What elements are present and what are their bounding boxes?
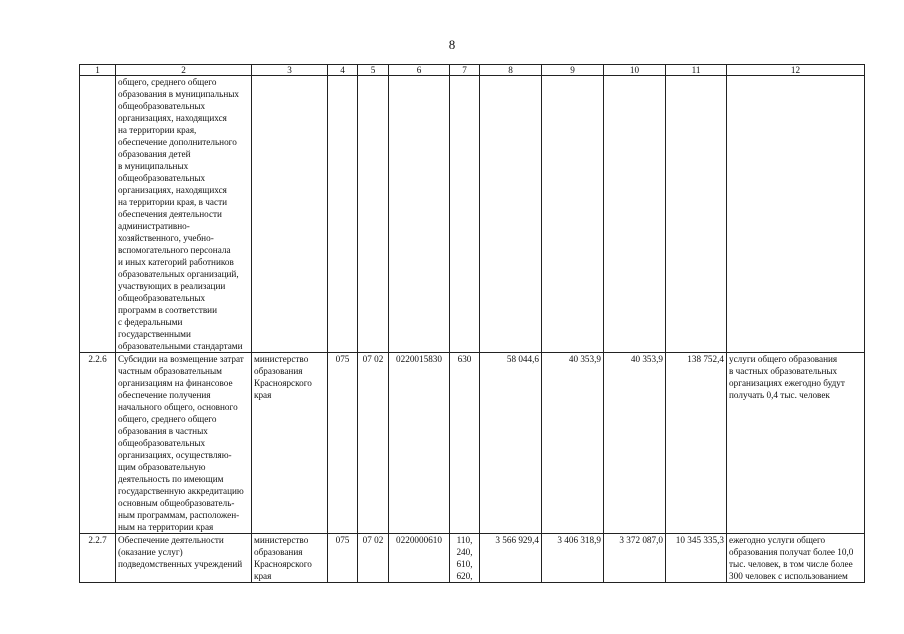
column-header: 10 <box>604 65 666 76</box>
target-code: 0220000610 <box>389 534 450 583</box>
grbs-code: 075 <box>328 534 358 583</box>
section-code <box>358 76 389 353</box>
amount-cell <box>542 76 604 353</box>
column-header: 3 <box>252 65 328 76</box>
total-cell: 138 752,4 <box>666 353 727 534</box>
section-code: 07 02 <box>358 534 389 583</box>
amount-cell <box>604 76 666 353</box>
column-header: 1 <box>80 65 116 76</box>
grbs-cell: министерство образования Красноярского края <box>252 534 328 583</box>
grbs-code <box>328 76 358 353</box>
measure-name: Обеспечение деятельности (оказание услуг) подведомственных учреждений <box>116 534 252 583</box>
table-row <box>80 534 865 583</box>
column-header: 5 <box>358 65 389 76</box>
row-number: 2.2.6 <box>80 353 116 534</box>
row-number: 2.2.7 <box>80 534 116 583</box>
expected-result: услуги общего образования в частных образовательных организациях ежегодно будут получать 0,4 тыс. человек <box>727 353 865 534</box>
section-code: 07 02 <box>358 353 389 534</box>
grbs-cell: министерство образования Красноярского края <box>252 353 328 534</box>
header-row <box>80 65 865 76</box>
amount-cell: 3 566 929,4 <box>480 534 542 583</box>
total-cell: 10 345 335,3 <box>666 534 727 583</box>
expected-result: ежегодно услуги общего образования получат более 10,0 тыс. человек, в том числе более 300 человек с использованием <box>727 534 865 583</box>
column-header: 4 <box>328 65 358 76</box>
column-header: 7 <box>450 65 480 76</box>
page-number: 8 <box>448 37 456 52</box>
target-code: 0220015830 <box>389 353 450 534</box>
amount-cell: 40 353,9 <box>542 353 604 534</box>
budget-table <box>79 64 865 583</box>
column-header: 12 <box>727 65 865 76</box>
table-row <box>80 353 865 534</box>
expense-type <box>450 76 480 353</box>
column-header: 9 <box>542 65 604 76</box>
amount-cell: 3 406 318,9 <box>542 534 604 583</box>
expense-type: 630 <box>450 353 480 534</box>
amount-cell: 58 044,6 <box>480 353 542 534</box>
target-code <box>389 76 450 353</box>
expense-type: 110, 240, 610, 620, <box>450 534 480 583</box>
measure-name: Субсидии на возмещение затрат частным образовательным организациям на финансовое обеспечение получения начального общего, основного общего, среднего общего образования в частных общеобразовательных организациях, осуществляю- щим образовательную деятельность по имеющим государственную аккредитацию основным общеобразователь- ным программам, расположен- ным на территории края <box>116 353 252 534</box>
amount-cell: 40 353,9 <box>604 353 666 534</box>
measure-name: общего, среднего общего образования в муниципальных общеобразовательных организациях, находящихся на территории края, обеспечение дополнительного образования детей в муниципальных общеобразовательных организациях, находящихся на территории края, в части обеспечения деятельности административно- хозяйственного, учебно- вспомогательного персонала и иных категорий работников образовательных организаций, участвующих в реализации общеобразовательных программ в соответствии с федеральными государственными образовательными стандартами <box>116 76 252 353</box>
column-header: 6 <box>389 65 450 76</box>
column-header: 2 <box>116 65 252 76</box>
expected-result <box>727 76 865 353</box>
column-header: 8 <box>480 65 542 76</box>
grbs-code: 075 <box>328 353 358 534</box>
row-number <box>80 76 116 353</box>
amount-cell <box>480 76 542 353</box>
column-header: 11 <box>666 65 727 76</box>
grbs-cell <box>252 76 328 353</box>
total-cell <box>666 76 727 353</box>
table-row <box>80 76 865 353</box>
amount-cell: 3 372 087,0 <box>604 534 666 583</box>
